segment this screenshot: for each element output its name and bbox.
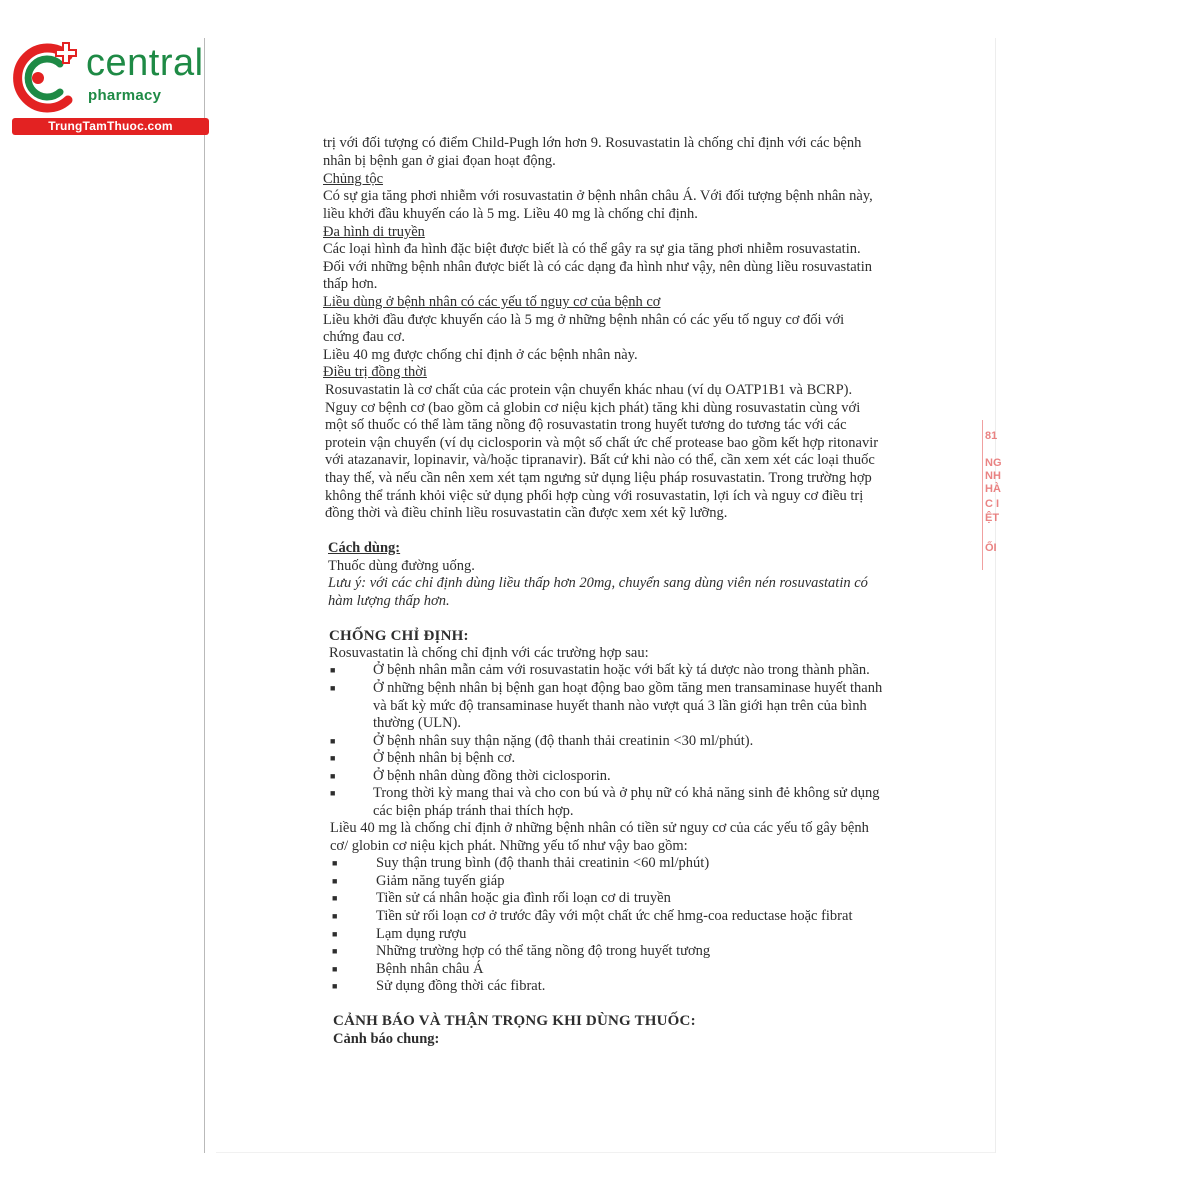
logo-site-banner: TrungTamThuoc.com [12, 118, 209, 135]
text-line: Nguy cơ bệnh cơ (bao gồm cả globin cơ niệu kịch phát) tăng khi dùng rosuvastatin cùng với [325, 400, 861, 416]
bullet-icon: ■ [330, 788, 336, 798]
bullet-icon: ■ [332, 876, 338, 886]
list-item: Ở bệnh nhân mẫn cảm với rosuvastatin hoặc với bất kỳ tá dược nào trong thành phần. [373, 662, 870, 678]
list-item: Lạm dụng rượu [376, 926, 467, 942]
heading-cach-dung: Cách dùng: [328, 540, 401, 556]
text-line: cơ/ globin cơ niệu kịch phát. Những yếu tố như vậy bao gồm: [330, 838, 688, 854]
text-line: Có sự gia tăng phơi nhiễm với rosuvastatin ở bệnh nhân châu Á. Với đối tượng bệnh nhân này, [323, 188, 873, 204]
stamp-text: NG [985, 457, 1002, 469]
text-line: Liều 40 mg là chống chỉ định ở những bệnh nhân có tiền sử nguy cơ của các yếu tố gây bệnh [330, 820, 869, 836]
page-edge-left [204, 38, 205, 1153]
subheading-dieu-tri-dong-thoi: Điều trị đồng thời [323, 364, 427, 380]
logo-brand-sub: pharmacy [88, 87, 162, 104]
text-line: với atazanavir, lopinavir, và/hoặc tipranavir). Bất cứ khi nào có thể, cần xem xét các loại thuốc [325, 452, 875, 468]
bullet-icon: ■ [332, 893, 338, 903]
list-item: thường (ULN). [373, 715, 462, 731]
text-line: Liều 40 mg được chống chỉ định ở các bệnh nhân này. [323, 347, 638, 363]
text-line: Đối với những bệnh nhân được biết là có các dạng đa hình như vậy, nên dùng liều rosuvastatin [323, 259, 872, 275]
bullet-icon: ■ [332, 929, 338, 939]
bullet-icon: ■ [330, 736, 336, 746]
list-item: các biện pháp tránh thai thích hợp. [373, 803, 574, 819]
bullet-icon: ■ [330, 753, 336, 763]
stamp-text: HÀ [985, 483, 1001, 495]
stamp-text: NH [985, 470, 1001, 482]
stamp-border [982, 420, 983, 570]
text-line: thấp hơn. [323, 276, 378, 292]
text-line: trị với đối tượng có điểm Child-Pugh lớn hơn 9. Rosuvastatin là chống chỉ định với các bệnh [323, 135, 862, 151]
text-line: không thể tránh khỏi việc sử dụng phối hợp cùng với rosuvastatin, lợi ích và nguy cơ điều trị [325, 488, 864, 504]
note-line: Lưu ý: với các chỉ định dùng liều thấp hơn 20mg, chuyển sang dùng viên nén rosuvastatin có [328, 575, 868, 591]
text-line: một số thuốc có thể làm tăng nồng độ rosuvastatin trong huyết tương do tương tác với các [325, 417, 847, 433]
text-line: Các loại hình đa hình đặc biệt được biết là có thể gây ra sự gia tăng phơi nhiễm rosuvastatin. [323, 241, 861, 257]
heading-chong-chi-dinh: CHỐNG CHỈ ĐỊNH: [329, 628, 469, 644]
text-line: chứng đau cơ. [323, 329, 405, 345]
list-item: Ở bệnh nhân dùng đồng thời ciclosporin. [373, 768, 611, 784]
note-line: hàm lượng thấp hơn. [328, 593, 450, 609]
bullet-icon: ■ [332, 858, 338, 868]
subheading-da-hinh-di-truyen: Đa hình di truyền [323, 224, 425, 240]
subheading-canh-bao-chung: Cảnh báo chung: [333, 1031, 440, 1047]
text-line: Liều khởi đầu được khuyến cáo là 5 mg ở những bệnh nhân có các yếu tố nguy cơ đối với [323, 312, 845, 328]
logo-c-cross-icon [10, 38, 90, 118]
list-item: Giảm năng tuyến giáp [376, 873, 505, 889]
stamp-text: 81 [985, 430, 998, 442]
heading-canh-bao-than-trong: CẢNH BÁO VÀ THẬN TRỌNG KHI DÙNG THUỐC: [333, 1013, 696, 1029]
list-item: Tiền sử rối loạn cơ ở trước đây với một chất ức chế hmg-coa reductase hoặc fibrat [376, 908, 853, 924]
list-item: và bất kỳ mức độ transaminase huyết thanh nào vượt quá 3 lần giới hạn trên của bình [373, 698, 867, 714]
logo-brand-name: central [86, 42, 204, 84]
list-item: Ở bệnh nhân bị bệnh cơ. [373, 750, 516, 766]
stamp-text: ỐI [985, 542, 997, 554]
text-line: liều khởi đầu khuyến cáo là 5 mg. Liều 40 mg là chống chỉ định. [323, 206, 698, 222]
list-item: Bệnh nhân châu Á [376, 961, 484, 977]
list-item: Ở bệnh nhân suy thận nặng (độ thanh thải creatinin <30 ml/phút). [373, 733, 754, 749]
stamp-text: ỆT [985, 512, 1000, 524]
list-item: Trong thời kỳ mang thai và cho con bú và ở phụ nữ có khả năng sinh đẻ không sử dụng [373, 785, 880, 801]
text-line: Rosuvastatin là chống chỉ định với các trường hợp sau: [329, 645, 649, 661]
bullet-icon: ■ [332, 946, 338, 956]
bullet-icon: ■ [330, 665, 336, 675]
list-item: Sử dụng đồng thời các fibrat. [376, 978, 546, 994]
stamp-text: C I [985, 498, 1000, 510]
list-item: Ở những bệnh nhân bị bệnh gan hoạt động bao gồm tăng men transaminase huyết thanh [373, 680, 883, 696]
bullet-icon: ■ [332, 911, 338, 921]
text-line: Rosuvastatin là cơ chất của các protein vận chuyển khác nhau (ví dụ OATP1B1 và BCRP). [325, 382, 853, 398]
page-edge-right [995, 38, 996, 1153]
text-line: nhân bị bệnh gan ở giai đọan hoạt động. [323, 153, 556, 169]
subheading-chung-toc: Chủng tộc [323, 171, 384, 187]
text-line: protein vận chuyển (ví dụ ciclosporin và một số chất ức chế protease bao gồm kết hợp ritonavir [325, 435, 879, 451]
bullet-icon: ■ [332, 964, 338, 974]
text-line: Thuốc dùng đường uống. [328, 558, 475, 574]
bullet-icon: ■ [330, 771, 336, 781]
subheading-lieu-dung-benh-co: Liều dùng ở bệnh nhân có các yếu tố nguy cơ của bệnh cơ [323, 294, 661, 310]
bullet-icon: ■ [332, 981, 338, 991]
text-line: đồng thời và điều chỉnh liều rosuvastatin cần được xem xét kỹ lưỡng. [325, 505, 728, 521]
list-item: Những trường hợp có thể tăng nồng độ trong huyết tương [376, 943, 711, 959]
list-item: Tiền sử cá nhân hoặc gia đình rối loạn cơ di truyền [376, 890, 671, 906]
bullet-icon: ■ [330, 683, 336, 693]
text-line: thay thế, và nếu cần nên xem xét tạm ngưng sử dụng liệu pháp rosuvastatin. Trong trường hợp [325, 470, 872, 486]
list-item: Suy thận trung bình (độ thanh thải creatinin <60 ml/phút) [376, 855, 710, 871]
page-edge-bottom [216, 1152, 995, 1153]
